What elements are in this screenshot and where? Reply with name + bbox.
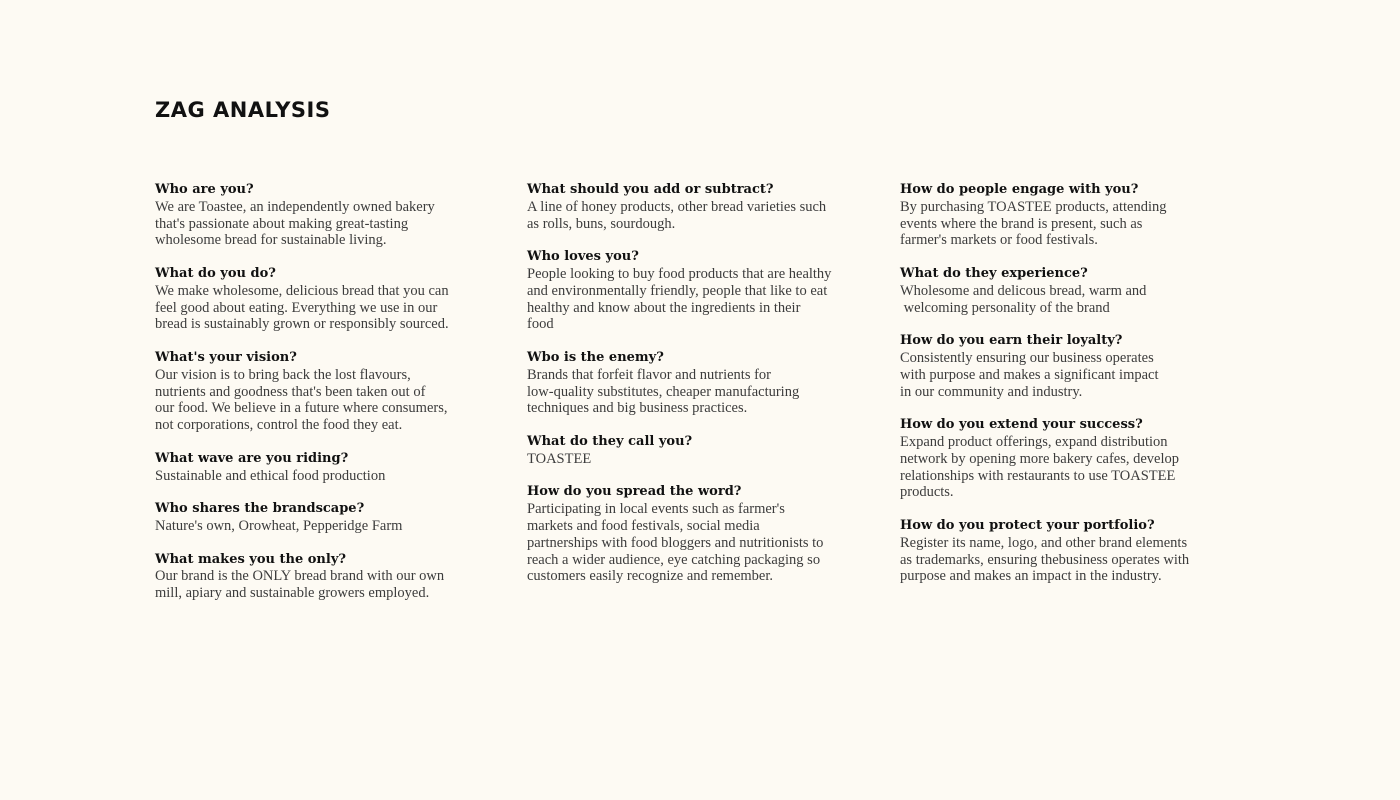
question: Wbo is the enemy? <box>527 349 664 365</box>
qa-vision <box>155 350 500 434</box>
question: How do you extend your success? <box>900 417 1143 433</box>
answer: Wholesome and delicous bread, warm and welcoming personality of the brand <box>900 282 1147 316</box>
question: What wave are you riding? <box>155 450 349 466</box>
qa-engage <box>900 182 1245 249</box>
qa-what-do-you-do <box>155 266 500 333</box>
answer: Nature's own, Orowheat, Pepperidge Farm <box>155 517 403 534</box>
answer: Our brand is the ONLY bread brand with our own mill, apiary and sustainable growers employed. <box>155 568 445 602</box>
question: What should you add or subtract? <box>527 182 774 197</box>
answer: Participating in local events such as farmer's markets and food festivals, social media partnerships with food bloggers and nutritionists to reach a wider audience, eye catching packaging so customers easily recognize and remember. <box>527 501 824 585</box>
question: How do you earn their loyalty? <box>900 333 1123 349</box>
qa-experience <box>900 266 1245 316</box>
page-title: ZAG ANALYSIS <box>155 98 331 122</box>
question: What do they call you? <box>527 433 693 449</box>
question: How do you protect your portfolio? <box>900 517 1155 533</box>
qa-extend-success <box>900 417 1245 501</box>
answer: We are Toastee, an independently owned bakery that's passionate about making great-tasting wholesome bread for sustainable living. <box>155 198 435 249</box>
question: What's your vision? <box>155 349 297 365</box>
question: Who shares the brandscape? <box>155 501 365 517</box>
qa-only <box>155 552 500 602</box>
answer: Our vision is to bring back the lost flavours, nutrients and goodness that's been taken out of our food. We believe in a future where consumers, not corporations, control the food they eat. <box>155 366 448 434</box>
qa-add-subtract <box>527 182 877 232</box>
qa-enemy <box>527 350 877 417</box>
qa-spread-word <box>527 484 877 585</box>
answer: By purchasing TOASTEE products, attending events where the brand is present, such as farmer's markets or food festivals. <box>900 198 1167 249</box>
column-2 <box>527 182 877 602</box>
question: Who loves you? <box>527 249 639 265</box>
qa-call-you <box>527 434 877 468</box>
question: What makes you the only? <box>155 551 346 567</box>
answer: Expand product offerings, expand distribution network by opening more bakery cafes, develop relationships with restaurants to use TOASTEE products. <box>900 433 1180 501</box>
answer: Brands that forfeit flavor and nutrients for low-quality substitutes, cheaper manufacturing techniques and big business practices. <box>527 366 800 417</box>
answer: TOASTEE <box>527 450 592 467</box>
qa-loyalty <box>900 333 1245 400</box>
question: What do you do? <box>155 265 276 281</box>
column-3 <box>900 182 1245 602</box>
column-1 <box>155 182 500 619</box>
question: Who are you? <box>155 182 254 197</box>
answer: Consistently ensuring our business operates with purpose and makes a significant impact in our community and industry. <box>900 349 1159 400</box>
answer: Register its name, logo, and other brand elements as trademarks, ensuring thebusiness operates with purpose and makes an impact in the industry. <box>900 534 1190 585</box>
answer: We make wholesome, delicious bread that you can feel good about eating. Everything we use in our bread is sustainably grown or responsibly sourced. <box>155 282 449 333</box>
question: How do you spread the word? <box>527 484 742 500</box>
qa-who-loves-you <box>527 249 877 333</box>
question: What do they experience? <box>900 265 1088 281</box>
qa-brandscape <box>155 501 500 535</box>
qa-protect-portfolio <box>900 518 1245 585</box>
answer: A line of honey products, other bread varieties such as rolls, buns, sourdough. <box>527 198 827 232</box>
answer: Sustainable and ethical food production <box>155 467 386 484</box>
answer: People looking to buy food products that are healthy and environmentally friendly, people that like to eat healthy and know about the ingredients in their food <box>527 265 832 333</box>
question: How do people engage with you? <box>900 182 1139 197</box>
qa-who-are-you <box>155 182 500 249</box>
qa-wave <box>155 451 500 485</box>
